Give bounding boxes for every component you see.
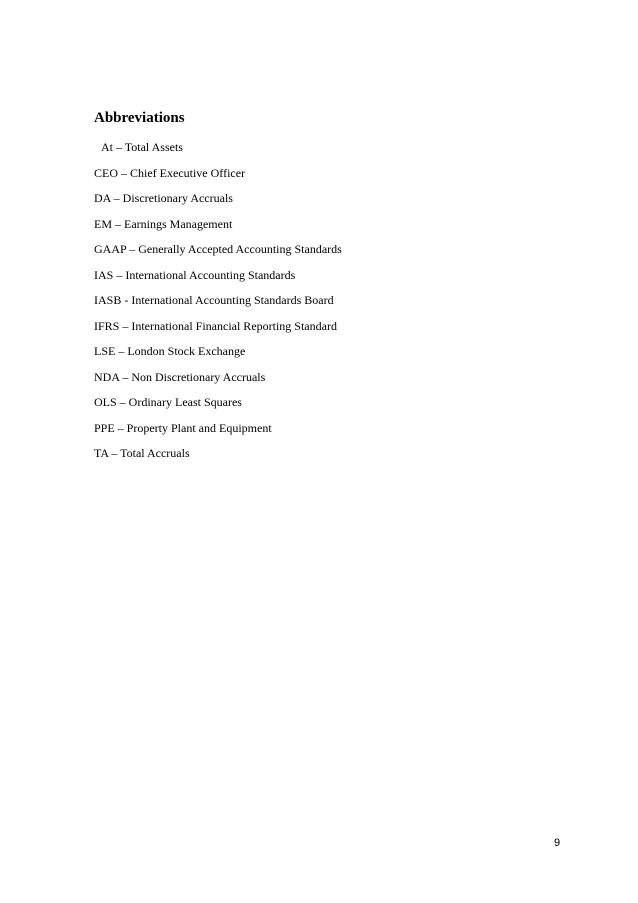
abbreviation-item: IFRS – International Financial Reporting Standard bbox=[94, 318, 337, 333]
abbreviation-item: PPE – Property Plant and Equipment bbox=[94, 420, 272, 435]
abbreviation-item: GAAP – Generally Accepted Accounting Standards bbox=[94, 242, 342, 256]
page-number: 9 bbox=[554, 837, 561, 849]
abbreviation-item: NDA – Non Discretionary Accruals bbox=[94, 369, 266, 384]
abbreviation-item: IAS – International Accounting Standards bbox=[94, 267, 296, 282]
abbreviation-item: LSE – London Stock Exchange bbox=[94, 344, 246, 358]
abbreviation-item: IASB - International Accounting Standards Board bbox=[94, 293, 334, 307]
abbreviation-item: DA – Discretionary Accruals bbox=[94, 191, 233, 205]
abbreviation-item: OLS – Ordinary Least Squares bbox=[94, 395, 242, 409]
abbreviation-list bbox=[94, 140, 342, 472]
section-heading: Abbreviations bbox=[94, 110, 185, 126]
abbreviation-item: EM – Earnings Management bbox=[94, 216, 233, 231]
abbreviation-item: At – Total Assets bbox=[101, 140, 183, 154]
abbreviation-item: TA – Total Accruals bbox=[94, 446, 190, 460]
abbreviation-item: CEO – Chief Executive Officer bbox=[94, 165, 246, 180]
